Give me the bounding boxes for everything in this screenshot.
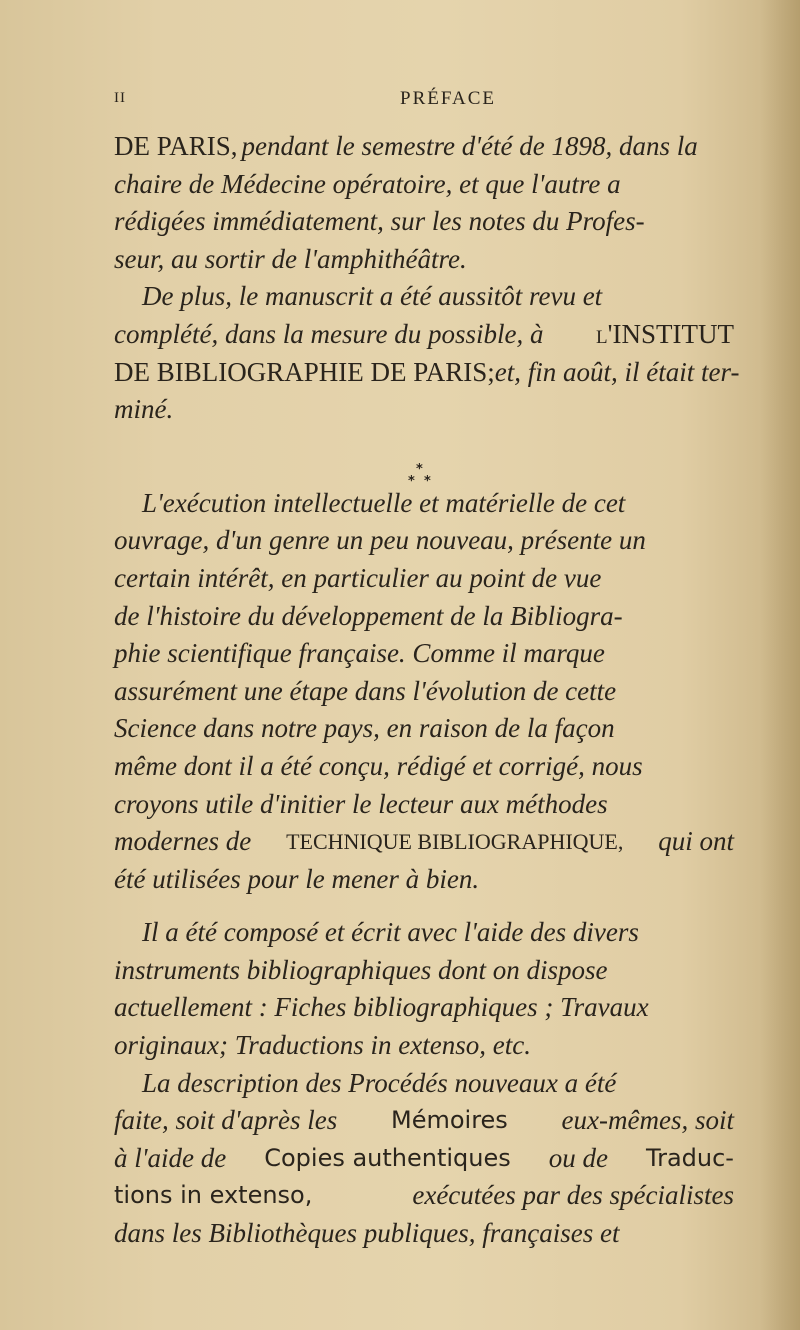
text-line	[114, 823, 734, 861]
asterism-star: *	[416, 461, 423, 477]
text-line	[114, 1140, 734, 1178]
paragraph-gap	[114, 898, 734, 914]
page-header	[114, 88, 734, 112]
page-number: II	[114, 90, 126, 106]
asterism-star: *	[424, 473, 431, 489]
text-segment: TECHNIQUE BIBLIOGRAPHIQUE,	[286, 829, 624, 855]
page-edge-shadow	[760, 0, 800, 1330]
text-segment: Copies authentiques	[264, 1143, 511, 1172]
text-segment: et, fin août, il était ter-	[494, 356, 740, 387]
text-segment: faite, soit d'après les	[114, 1105, 338, 1136]
running-head: PRÉFACE	[400, 88, 497, 109]
text-line: rédigées immédiatement, sur les notes du Profes-	[114, 206, 645, 237]
text-line: La description des Procédés nouveaux a été	[142, 1067, 617, 1098]
text-line	[114, 354, 740, 392]
text-segment: DE BIBLIOGRAPHIE DE PARIS;	[114, 356, 495, 387]
text-line: ouvrage, d'un genre un peu nouveau, présente un	[114, 525, 646, 556]
text-line: assurément une étape dans l'évolution de cette	[114, 675, 617, 706]
text-segment: à l'aide de	[114, 1142, 227, 1173]
text-line: dans les Bibliothèques publiques, françaises et	[114, 1218, 620, 1249]
text-line	[114, 316, 734, 354]
text-line	[114, 1102, 734, 1140]
text-segment: tions in extenso,	[114, 1181, 313, 1210]
text-line: certain intérêt, en particulier au point de vue	[114, 562, 602, 593]
text-segment: Mémoires	[391, 1106, 508, 1135]
text-line: originaux; Traductions in extenso, etc.	[114, 1030, 531, 1061]
text-line: de l'histoire du développement de la Bibliogra-	[114, 600, 623, 631]
text-line: même dont il a été conçu, rédigé et corrigé, nous	[114, 750, 643, 781]
text-line: miné.	[114, 394, 174, 425]
text-line: De plus, le manuscrit a été aussitôt revu et	[142, 281, 603, 312]
text-segment: exécutées par des spécialistes	[412, 1180, 734, 1211]
text-segment: complété, dans la mesure du possible, à	[114, 318, 544, 349]
text-line: L'exécution intellectuelle et matérielle de cet	[142, 487, 626, 518]
text-line: phie scientifique française. Comme il marque	[114, 638, 605, 669]
text-line: Science dans notre pays, en raison de la façon	[114, 713, 615, 744]
text-line: seur, au sortir de l'amphithéâtre.	[114, 243, 467, 274]
text-segment: l'INSTITUT	[596, 318, 734, 349]
body-text	[114, 128, 740, 1253]
text-line	[114, 128, 734, 166]
text-line: chaire de Médecine opératoire, et que l'autre a	[114, 168, 621, 199]
text-segment: qui ont	[658, 826, 734, 857]
text-segment: Traduc-	[645, 1143, 734, 1172]
text-line	[114, 1177, 734, 1215]
text-line: été utilisées pour le mener à bien.	[114, 863, 480, 894]
text-line: croyons utile d'initier le lecteur aux méthodes	[114, 788, 608, 819]
asterism	[114, 429, 734, 489]
text-line: Il a été composé et écrit avec l'aide des divers	[142, 917, 639, 948]
text-line: instruments bibliographiques dont on dispose	[114, 954, 608, 985]
text-segment: eux-mêmes, soit	[561, 1105, 734, 1136]
text-segment: ou de	[548, 1142, 608, 1173]
text-segment: DE PARIS,	[114, 131, 238, 161]
text-line: actuellement : Fiches bibliographiques ; Travaux	[114, 992, 649, 1023]
text-segment: pendant le semestre d'été de 1898, dans la	[241, 131, 698, 161]
text-segment: modernes de	[114, 826, 252, 857]
asterism-star: *	[408, 473, 415, 489]
